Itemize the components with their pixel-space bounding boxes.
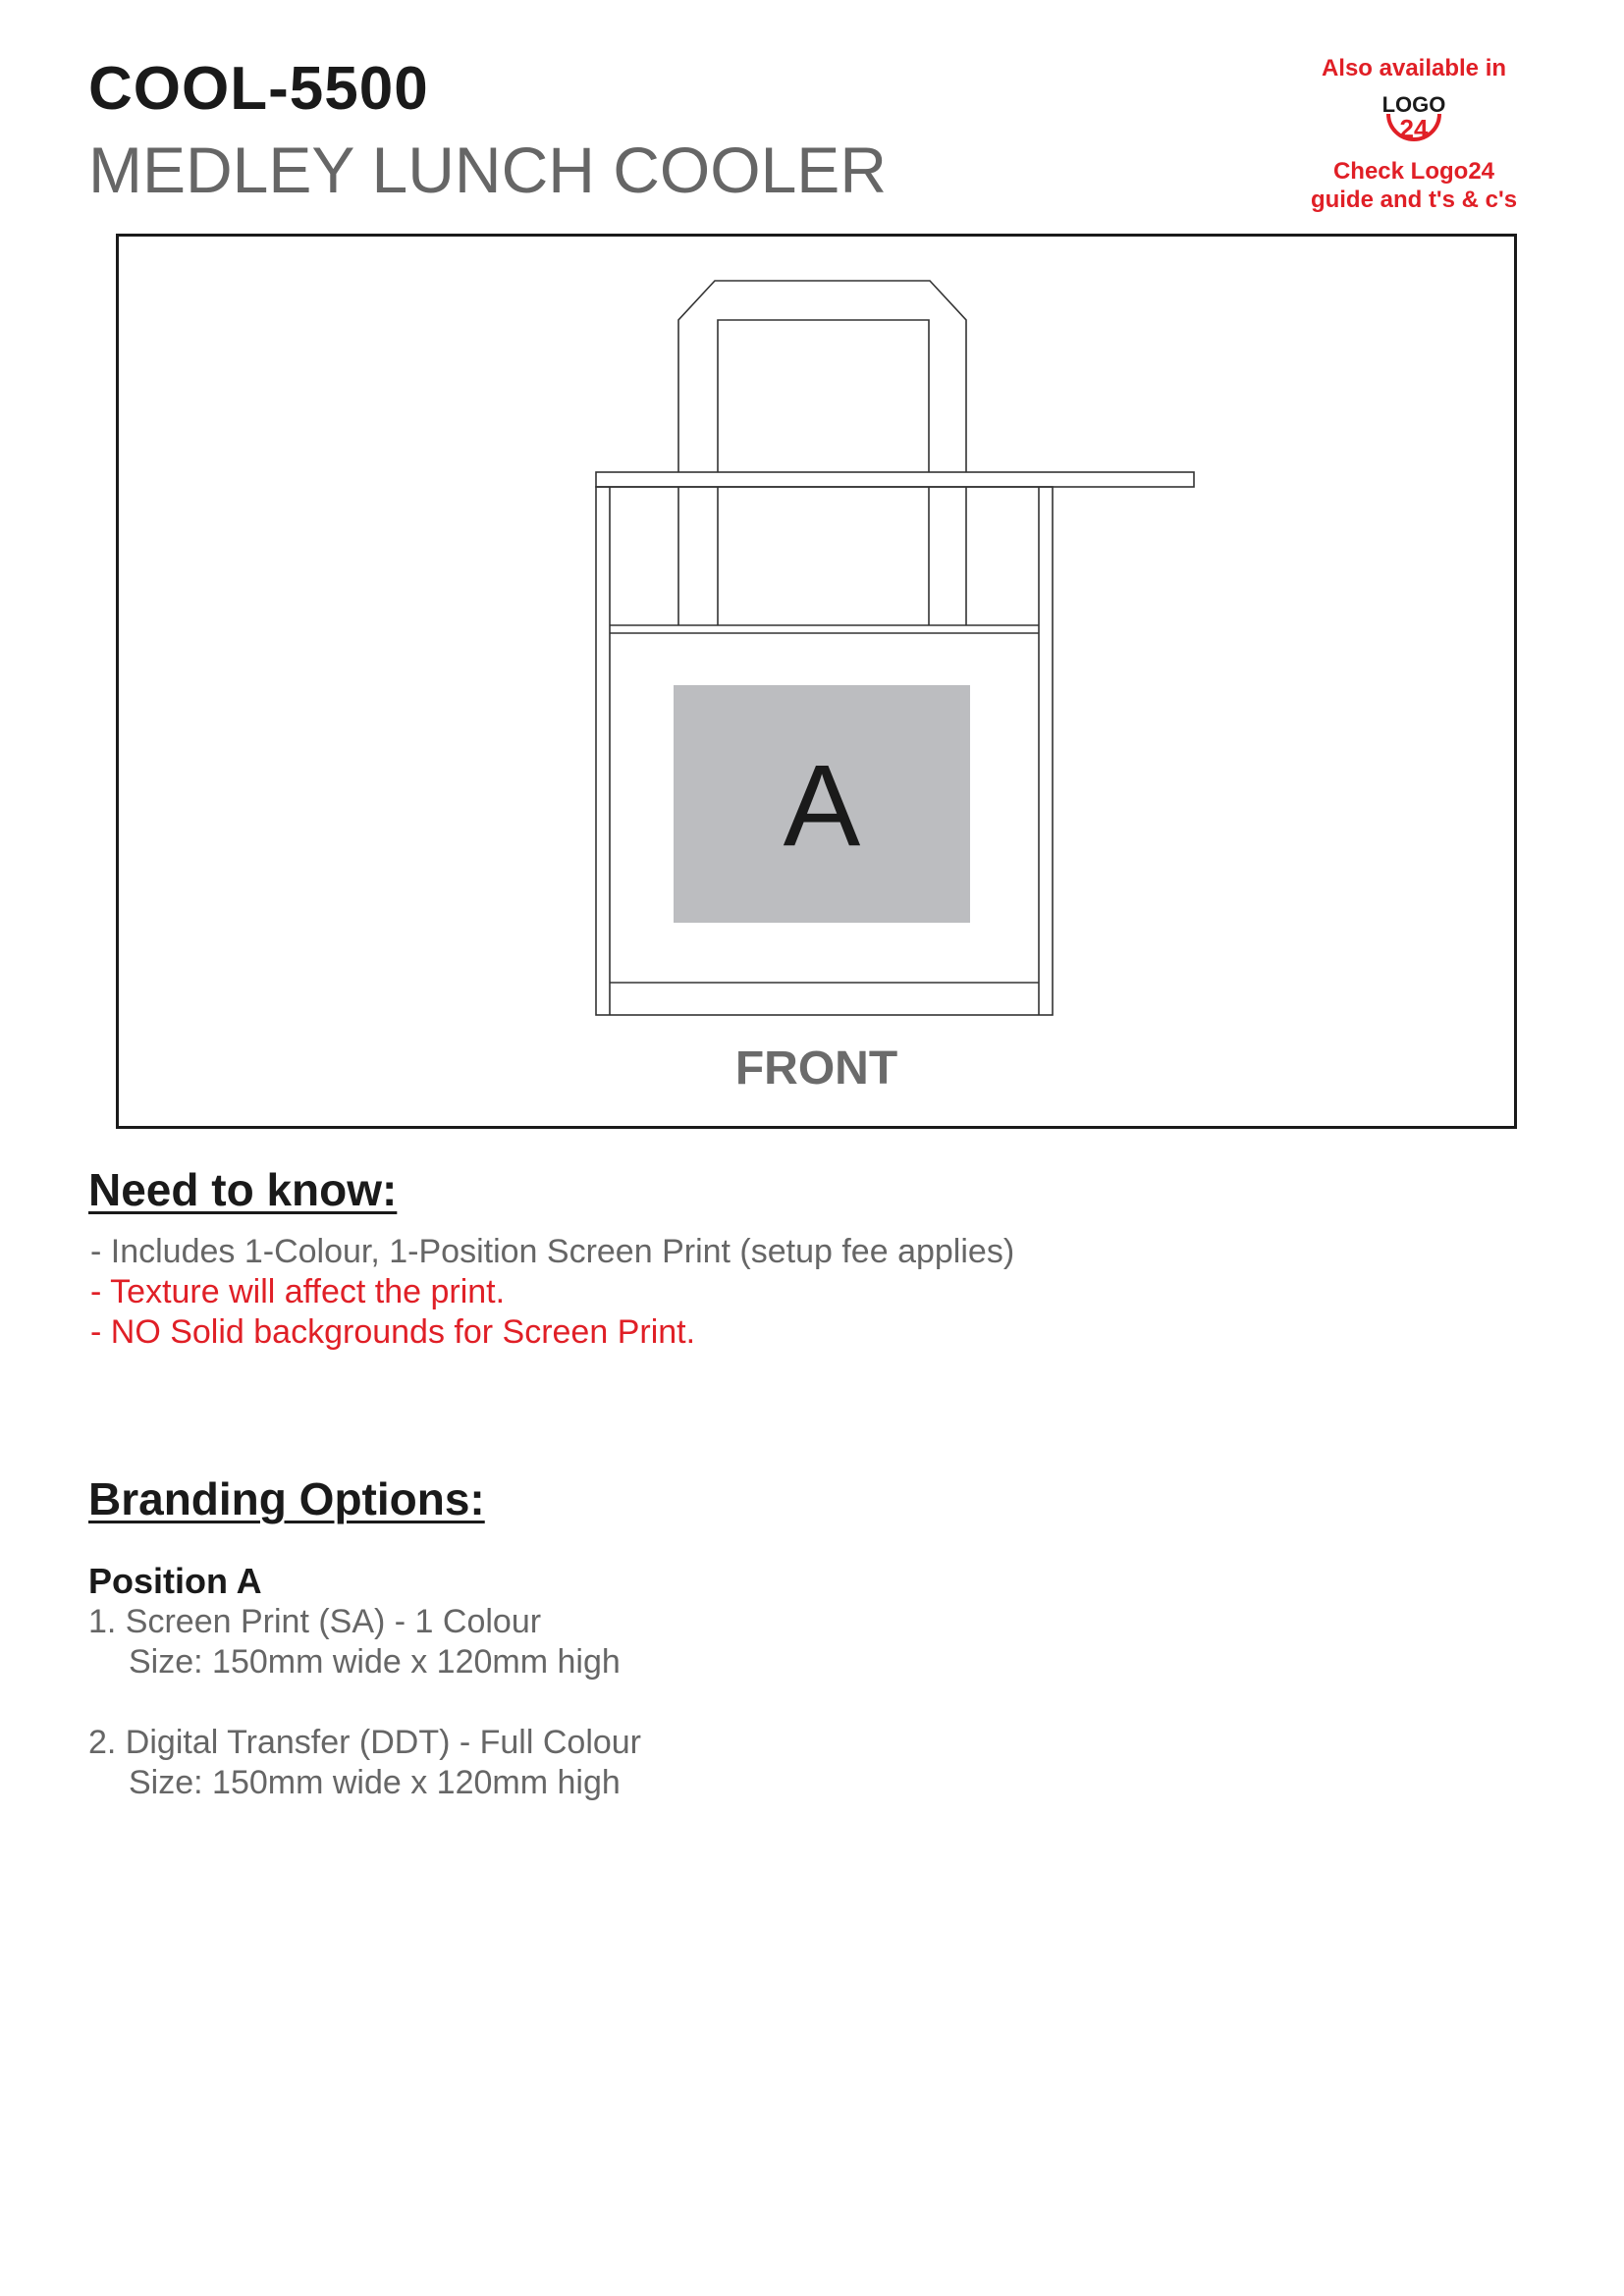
product-diagram-frame: [116, 234, 1517, 1129]
print-area-letter: A: [783, 741, 861, 871]
option-size: Size: 150mm wide x 120mm high: [129, 1764, 621, 1801]
branding-options-heading: Branding Options:: [88, 1473, 485, 1524]
need-to-know-heading: Need to know:: [88, 1164, 398, 1215]
option-method: 1. Screen Print (SA) - 1 Colour: [88, 1603, 542, 1640]
branding-options-list: [88, 1602, 641, 1843]
logo24-check-line1: Check Logo24: [1332, 158, 1495, 185]
logo24-notice: [1286, 55, 1542, 214]
need-to-know-list: [90, 1232, 1014, 1353]
list-item: - Texture will affect the print.: [90, 1273, 506, 1310]
list-item: - Includes 1-Colour, 1-Position Screen Print (setup fee applies): [90, 1233, 1015, 1270]
option-method: 2. Digital Transfer (DDT) - Full Colour: [88, 1724, 642, 1761]
position-a-title: Position A: [88, 1561, 262, 1601]
cooler-bag-outline: [119, 237, 1514, 1126]
logo24-icon: [1375, 86, 1453, 151]
branding-option: [88, 1602, 641, 1682]
logo24-number: 24: [1399, 114, 1429, 143]
view-label: FRONT: [734, 1042, 898, 1095]
lid-bar: [596, 472, 1194, 487]
logo24-check-line2: guide and t's & c's: [1310, 187, 1518, 213]
list-item: - NO Solid backgrounds for Screen Print.: [90, 1313, 696, 1351]
logo24-wordmark: LOGO: [1381, 92, 1446, 117]
branding-option: [88, 1723, 641, 1803]
product-name: MEDLEY LUNCH COOLER: [88, 133, 887, 206]
handle-outer: [678, 281, 966, 472]
option-size: Size: 150mm wide x 120mm high: [129, 1643, 621, 1681]
handle-inner: [718, 320, 929, 472]
product-code: COOL-5500: [88, 55, 429, 123]
logo24-available-text: Also available in: [1321, 55, 1507, 81]
